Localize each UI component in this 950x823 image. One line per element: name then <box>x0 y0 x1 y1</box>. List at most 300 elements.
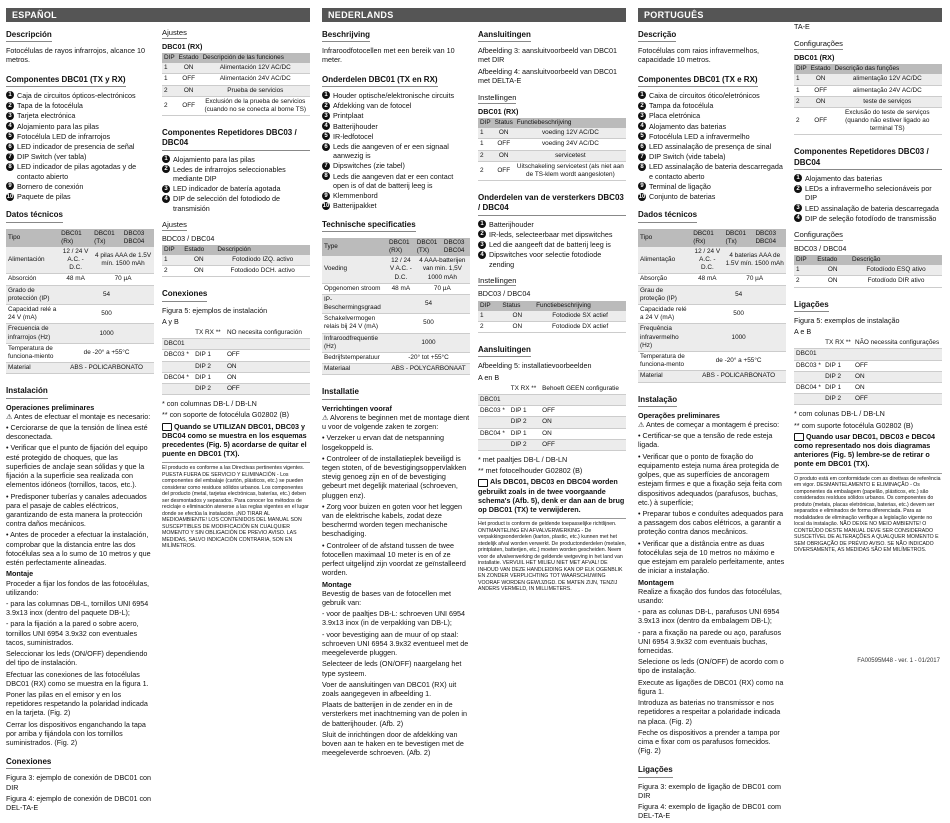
list-item-text: Bornero de conexión <box>17 181 84 191</box>
table-cell: Capacidade relé a 24 V (mA) <box>638 305 691 324</box>
paragraph: Cerrar los dispositivos enganchando la tapa por arriba y fijándola con los tornillos suministrados. (Fig. 2) <box>6 719 146 748</box>
table-cell: ON <box>177 85 201 96</box>
paragraph: • Preparar tubos e conduítes adequados para a passagem dos cabos elétricos, a garantir a proteção contra danos mecânicos. <box>638 508 784 537</box>
number-badge: 3 <box>478 241 486 249</box>
table-cell: TX RX ** <box>193 328 225 339</box>
list-item <box>6 101 154 110</box>
table-cell <box>478 384 509 395</box>
list-item <box>6 152 154 161</box>
list-item-text: Printplaat <box>333 111 364 121</box>
description: Fotocélulas de rayos infrarrojos, alcance 10 metros. <box>6 46 146 65</box>
table-header-row <box>162 245 310 255</box>
number-badge: 5 <box>322 132 330 140</box>
table-cell: ON <box>853 371 942 382</box>
table-row <box>162 63 310 74</box>
list-item <box>6 182 154 191</box>
table-cell: Material <box>638 371 691 382</box>
book-icon <box>162 423 172 431</box>
paragraph: Execute as ligações de DBC01 (RX) como na figura 1. <box>638 677 784 696</box>
table-cell: 1 <box>478 139 493 150</box>
table-row <box>322 353 470 364</box>
list-item <box>6 192 154 201</box>
number-badge: 8 <box>638 163 646 171</box>
table-row <box>478 161 626 180</box>
list-item-text: Alojamento das baterias <box>805 173 883 183</box>
installation-table <box>794 338 942 405</box>
list-item <box>6 142 154 151</box>
language-header: NEDERLANDS <box>322 8 626 22</box>
table-cell: ON <box>182 266 215 277</box>
list-item-text: IR-ledfotocel <box>333 131 374 141</box>
table-row <box>478 311 626 322</box>
table-cell: Opgenomen stroom <box>322 283 387 294</box>
table-cell <box>478 417 509 428</box>
section-heading: Descrição <box>638 30 676 42</box>
list-item <box>162 194 310 212</box>
number-badge: 10 <box>6 193 14 200</box>
paragraph: * met paaltjes DB-L / DB-LN <box>478 455 568 465</box>
book-icon <box>478 479 488 487</box>
table-header-cell: DBC01 (Tx) <box>92 229 122 247</box>
table-header-cell: DIP <box>794 64 809 74</box>
numbered-list <box>478 220 626 269</box>
table-cell <box>162 361 193 372</box>
warning-text: Quando se UTILIZAN DBC01, DBC03 y DBC04 como se muestra en los esquemas precedentes (Fig. 5) acordarse de quitar el puente en DBC01 (TX). <box>162 421 307 459</box>
list-item-text: DIP Switch (ver tabla) <box>17 152 87 162</box>
table-cell: NÃO necessita configurações <box>853 338 942 349</box>
list-item <box>6 91 154 100</box>
table-row <box>478 128 626 139</box>
section-heading: Conexiones <box>162 289 207 301</box>
table-cell: ON <box>500 311 534 322</box>
table-cell: Alimentação <box>638 247 691 274</box>
table-cell: Material <box>6 363 59 374</box>
list-item <box>322 132 470 141</box>
table-cell: Materiaal <box>322 364 387 375</box>
table-cell: DBC03 * <box>162 350 193 361</box>
table-row <box>638 371 786 382</box>
list-item <box>322 191 470 200</box>
table-cell: Grado de protección (IP) <box>6 285 59 304</box>
table-header-cell: Type <box>322 238 387 256</box>
table-cell: 2 <box>794 96 809 107</box>
number-badge: 7 <box>322 162 330 170</box>
table-cell: Infraroodfrequentie (Hz) <box>322 333 387 352</box>
paragraph-group <box>6 579 154 748</box>
table-cell: OFF <box>809 107 833 135</box>
table-row <box>162 372 310 383</box>
table-cell: 4 baterias AAA de 1.5V mín. 1500 mAh <box>723 247 786 274</box>
table-cell: DIP 2 <box>193 383 225 394</box>
paragraph: • Verzeker u ervan dat de netspanning losgekoppeld is. <box>322 433 444 452</box>
list-item-text: Tapa de la fotocélula <box>17 101 83 111</box>
table-cell: OFF <box>540 406 626 417</box>
table-row <box>6 324 154 343</box>
table-cell: Fotodiode DX actief <box>534 322 626 333</box>
table-cell: OFF <box>493 139 515 150</box>
subcolumn-left <box>6 22 154 814</box>
list-item-text: Alojamiento para las pilas <box>173 154 255 164</box>
table-cell: 70 µA <box>92 274 154 285</box>
table-header-cell: DBC01 (TX) <box>415 238 442 256</box>
section-heading: Datos técnicos <box>6 210 63 222</box>
subheading: Operações preliminares <box>638 410 720 420</box>
list-item-text: Placa eletrónica <box>649 111 701 121</box>
table-cell: ABS - POLICARBONATO <box>691 371 786 382</box>
table-cell: ON <box>493 150 515 161</box>
table-header-row <box>162 53 310 63</box>
table-cell: DIP 1 <box>509 428 540 439</box>
data-table <box>638 229 786 383</box>
table-cell: 48 mA <box>387 283 415 294</box>
table-cell: Bedrijfstemperatuur <box>322 353 387 364</box>
number-badge: 4 <box>478 251 486 259</box>
list-item-text: Fotocélula LED a infravermelho <box>649 131 750 141</box>
number-badge: 8 <box>6 163 14 171</box>
table-cell: 2 <box>478 161 493 180</box>
figure-caption: Figura 5: ejemplos de instalación <box>162 305 268 315</box>
paragraph: * con columnas DB-L / DB-LN <box>162 399 257 409</box>
paragraph: ⚠ Alvorens te beginnen met de montage dient u voor de volgende zaken te zorgen: <box>322 412 470 432</box>
paragraph: ** met fotocelhouder G02802 (B) <box>478 466 583 476</box>
table-cell: OFF <box>809 85 833 96</box>
list-item-text: Afdekking van de fotocel <box>333 101 412 111</box>
table-row <box>638 274 786 285</box>
table-cell <box>225 339 310 350</box>
paragraph: • Controleer of de afstand tussen de twee fotocellen maximaal 10 meter is en of ze perfect uitgelijnd zijn voordat ze geïnstalleerd worden. <box>322 540 466 578</box>
warning-text: Als DBC01, DBC03 en DBC04 worden gebruikt zoals in de twee voorgaande schema's (Afb. 5), denk er dan aan de brug op DBC01 (TX) te verwijderen. <box>478 477 625 515</box>
table-header-cell: DBC03 DBC04 <box>442 238 470 256</box>
paragraph: Figura 3: ejemplo de conexión de DBC01 con DIR <box>6 773 152 792</box>
table-row <box>322 283 470 294</box>
book-icon <box>794 433 804 441</box>
table-row <box>638 285 786 304</box>
table-cell: 48 mA <box>691 274 723 285</box>
list-item <box>322 111 470 120</box>
table-header-row <box>478 118 626 128</box>
table-cell: DIP 1 <box>823 382 853 393</box>
paragraph-group <box>6 773 154 812</box>
table-cell: 12 / 24 V A.C. - D.C. <box>691 247 723 274</box>
paragraph: Plaats de batterijen in de zender en in de versterkers met inachtneming van de polen in de batterijhouder. (Afb. 2) <box>322 700 468 728</box>
table-cell: DBC01 <box>478 395 509 406</box>
paragraph: • Controleer of de installatieplek beveiligd is tegen stoten, of de bevestigingsoppervlakken stevig genoeg zijn en of de bevestiging gebeurt met degelijk materiaal (schroeven, pluggen enz). <box>322 453 467 500</box>
table-cell: ON <box>177 63 201 74</box>
table-row <box>638 324 786 352</box>
table-cell: ON <box>809 96 833 107</box>
paragraph: Poner las pilas en el emisor y en los repetidores respetando la polaridad indicada en la tarjeta. (Fig. 2) <box>6 689 148 718</box>
table-cell: alimentação 12V AC/DC <box>833 74 942 85</box>
list-item <box>638 142 786 151</box>
table-row <box>6 285 154 304</box>
table-cell: 54 <box>387 294 470 313</box>
table-cell: 1 <box>478 311 500 322</box>
table-row <box>162 74 310 85</box>
warning-note <box>162 422 310 459</box>
table-cell: Behoeft GEEN configuratie <box>540 384 626 395</box>
warning-text: Quando usar DBC01, DBC03 e DBC04 como representado nos dois diagramas anteriores (Fig. 5) lembre-se de retirar o ponte em DBC01 (TX). <box>794 431 936 469</box>
table-cell: 2 <box>794 276 815 287</box>
table-cell: 2 <box>162 85 177 96</box>
table-cell: 12 / 24 V A.C. - D.C. <box>59 247 92 274</box>
table-row <box>322 333 470 352</box>
section-heading: Instellingen <box>478 275 517 285</box>
table-row <box>162 383 310 394</box>
table-cell: OFF <box>177 96 201 115</box>
fine-print: Het product is conform de geldende toepasselijke richtlijnen. ONTMANTELING EN AFVALVERWERKING - De verpakkingsonderdelen (karton, plastic, etc.) kunnen met het stedelijk afval worden verwerkt. De productonderdelen (metalen, printplaten, batterijen, etc.) moeten worden gescheiden. Neem voor de afvalverwerking de geldende wetgeving in het land van installatie. VERVUIL HET MILIEU NIET MET AFVAL! DE INHOUD VAN DEZE HANDLEIDING KAN OP ELK OGENBLIK EN ZONDER VERPLICHTING TOT WAARSCHUWING VOORAF WORDEN GEWIJZIGD. DE MATEN ZIJN, TENZIJ ANDERS VERMELD, IN MILLIMETERS. <box>478 518 626 593</box>
table-header-row <box>794 255 942 265</box>
paragraph-group <box>478 46 626 85</box>
table-header-cell: DBC01 (Rx) <box>59 229 92 247</box>
table-cell: 500 <box>59 305 154 324</box>
list-item <box>638 101 786 110</box>
column-nl <box>322 8 626 758</box>
table-cell: OFF <box>225 350 310 361</box>
data-table <box>6 229 154 375</box>
table-header-cell: Descrição das funções <box>833 64 942 74</box>
paragraph: Efectuar las conexiones de las fotocélulas DBC01 (RX) como se muestra en la figura 1. <box>6 669 149 688</box>
table-cell <box>193 339 225 350</box>
paragraph: Bevestig de bases van de fotocellen met gebruik van: <box>322 588 452 607</box>
table-header-cell: DIP <box>162 53 177 63</box>
data-table <box>322 238 470 376</box>
column-body <box>322 22 626 760</box>
numbered-list <box>6 91 154 201</box>
table-header-cell: Status <box>500 301 534 311</box>
table-cell: TX RX ** <box>823 338 853 349</box>
table-header-cell: Functiebeschrijving <box>515 118 626 128</box>
table-cell: Fotodiodo IZQ. activo <box>215 255 310 266</box>
paragraph: - para a fixação na parede ou aço, parafusos UNI 6954 3.9x32 com eventuais buchas, fornecidas. <box>638 627 782 656</box>
table-header-cell: Estado <box>177 53 201 63</box>
table-cell: DBC01 <box>794 349 823 360</box>
list-item <box>794 204 942 213</box>
data-table <box>794 64 942 135</box>
section-heading: Beschrijving <box>322 30 370 42</box>
paragraph: ⚠ Antes de começar a montagem é preciso: <box>638 420 780 429</box>
table-row <box>162 266 310 277</box>
subcolumn-right <box>794 22 942 823</box>
description: Infraroodfotocellen met een bereik van 10 meter. <box>322 46 455 65</box>
list-item-text: Houder optische/elektronische circuits <box>333 90 455 100</box>
table-cell: 1000 <box>387 333 470 352</box>
table-caption: DBC01 (RX) <box>162 41 203 51</box>
figure-caption: Figura 5: exemplos de instalação <box>794 315 900 325</box>
table-cell: DBC01 <box>162 339 193 350</box>
table-row <box>6 305 154 324</box>
number-badge: 8 <box>322 172 330 180</box>
table-cell: Temperatura de funciona-mento <box>638 351 691 370</box>
table-cell: 1000 <box>691 324 786 352</box>
table-row <box>478 406 626 417</box>
list-item <box>794 214 942 223</box>
table-cell: de -20° a +55°C <box>691 351 786 370</box>
paragraph: - para las columnas DB-L, tornillos UNI 6954 3.9x13 inox (dentro del paquete DB-L); <box>6 598 149 618</box>
numbered-list <box>638 91 786 201</box>
table-cell: ON <box>815 276 850 287</box>
table-cell: Fotodíodo ESQ ativo <box>850 265 942 276</box>
installation-table <box>162 328 310 395</box>
list-item-text: Dipswitches voor selectie fotodiode zending <box>489 250 602 269</box>
list-item <box>322 101 470 110</box>
number-badge: 5 <box>6 132 14 140</box>
table-cell: 70 µA <box>415 283 470 294</box>
table-cell: DBC04 * <box>794 382 823 393</box>
fine-print: O produto está em conformidade com as diretivas de referência em vigor. DESMANTELAMENTO E ELIMINAÇÃO - Os componentes da embalagem (papelão, plásticos, etc.) são considerados resíduos sólidos urbanos. Os componentes do produto (metais, placas eletrónicas, baterias, etc.) devem ser separados e eliminados de forma diferenciada. Para as modalidades de eliminação verifique a legislação vigente no local da instalação. NÃO DEIXE NO MEIO AMBIENTE! O CONTEÚDO DESTE MANUAL DEVE SER CONSIDERADO SUSCETÍVEL DE ALTERAÇÕES A QUALQUER MOMENTO E SEM OBRIGAÇÃO DE PRÉVIO AVISO. SE NÃO INDICADO DIVERSAMENTE, AS MEDIDAS SÃO EM MILÍMETROS. <box>794 473 942 554</box>
table-row <box>794 85 942 96</box>
table-cell <box>162 328 193 339</box>
table-cell: ON <box>853 382 942 393</box>
table-header-cell: Estado <box>815 255 850 265</box>
table-cell <box>509 395 540 406</box>
list-item <box>322 201 470 210</box>
number-badge: 10 <box>322 202 330 209</box>
table-row <box>162 339 310 350</box>
list-item-text: Terminal de ligação <box>649 181 711 191</box>
table-cell: 1 <box>162 255 182 266</box>
paragraph: Feche os dispositivos a prender a tampa por cima e fixar com os parafusos fornecidos. (Fig. 2) <box>638 727 780 756</box>
column-body <box>638 22 942 823</box>
list-item <box>794 184 942 202</box>
list-item <box>322 161 470 170</box>
paragraph: • Verificar que el punto de fijación del equipo esté protegido de choques, que las superficies de anclaje sean sólidas y que la fijación a la superficie sea realizada con elementos idóneos (tornillos, tacos, etc.). <box>6 443 148 490</box>
section-heading: Ligações <box>638 765 673 777</box>
list-item <box>162 184 310 193</box>
table-cell: Alimentación 24V AC/DC <box>201 74 310 85</box>
subcolumn-right <box>162 22 310 814</box>
table-row <box>478 139 626 150</box>
paragraph: Selecione os leds (ON/OFF) de acordo com o tipo de instalação. <box>638 657 784 676</box>
table-cell: Uitschakeling servicetest (als niet aan de TS-klem wordt aangesloten) <box>515 161 626 180</box>
table-cell <box>853 349 942 360</box>
table-cell: Prueba de servicios <box>201 85 310 96</box>
table-header-row <box>162 328 310 339</box>
number-badge: 5 <box>638 132 646 140</box>
table-caption: DBC01 (RX) <box>478 106 519 116</box>
list-item <box>322 142 470 160</box>
data-table <box>794 255 942 288</box>
section-heading: Componentes DBC01 (TX y RX) <box>6 75 126 87</box>
table-caption: DBC01 (RX) <box>794 52 835 62</box>
list-item-text: Caixa de circuitos ótico/eletrónicos <box>649 90 760 100</box>
table-cell: Frecuencia de infrarrojos (Hz) <box>6 324 59 343</box>
language-header: ESPAÑOL <box>6 8 310 22</box>
paragraph-group <box>478 455 626 475</box>
continued-text: TA-E <box>794 22 810 31</box>
table-cell: 48 mA <box>59 274 92 285</box>
column-body <box>6 22 310 814</box>
paragraph: * com colunas DB-L / DB-LN <box>794 409 885 419</box>
paragraph-group <box>638 420 786 576</box>
table-row <box>6 343 154 362</box>
list-item <box>322 172 470 190</box>
table-cell: DBC04 * <box>162 372 193 383</box>
paragraph: Proceder a fijar los fondos de las fotocélulas, utilizando: <box>6 578 150 597</box>
list-item <box>322 122 470 131</box>
table-row <box>478 439 626 450</box>
section-heading: Conexiones <box>6 757 51 769</box>
paragraph: - voor bevestiging aan de muur of op staal: schroeven UNI 6954 3.9x32 eventueel met de meegeleverde pluggen. <box>322 629 469 658</box>
section-heading: Configurações <box>794 230 843 240</box>
table-row <box>794 74 942 85</box>
figure-caption: Afbeelding 5: installatievoorbeelden <box>478 361 592 371</box>
table-cell: 1 <box>162 74 177 85</box>
numbered-list <box>794 174 942 223</box>
table-cell: DIP 1 <box>823 360 853 371</box>
section-heading: Ligações <box>794 300 829 312</box>
paragraph: • Predisponer tuberías y canales adecuados para el pasaje de cables eléctricos, garantizando de esta manera la protección contra daños mecánicos. <box>6 491 147 529</box>
list-item <box>638 162 786 180</box>
table-cell: Grau de proteção (IP) <box>638 285 691 304</box>
table-cell: Schakelvermogen relais bij 24 V (mA) <box>322 314 387 333</box>
paragraph: Figura 3: exemplo de ligação de DBC01 com DIR <box>638 781 782 800</box>
list-item <box>638 122 786 131</box>
paragraph: Sluit de inrichtingen door de afdekking van boven aan te haken en te bevestigen met de meegeleverde schroeven. (Afb. 2) <box>322 729 464 758</box>
table-row <box>6 247 154 274</box>
table-cell: DIP 1 <box>509 406 540 417</box>
paragraph: Afbeelding 4: aansluitvoorbeeld van DBC01 met DELTA-E <box>478 66 618 85</box>
table-cell <box>478 439 509 450</box>
table-cell: ON <box>493 128 515 139</box>
table-cell: 4 pilas AAA de 1.5V mín. 1500 mAh <box>92 247 154 274</box>
table-cell: 12 / 24 V A.C. - D.C. <box>387 256 415 283</box>
section-heading: Onderdelen DBC01 (TX en RX) <box>322 75 438 87</box>
table-cell <box>823 349 853 360</box>
table-cell: alimentação 24V AC/DC <box>833 85 942 96</box>
table-cell: 2 <box>162 96 177 115</box>
paragraph: ** con soporte de fotocélula G02802 (B) <box>162 410 290 420</box>
table-cell: ON <box>815 265 850 276</box>
paragraph: Voer de aansluitingen van DBC01 (RX) uit zoals aangegeven in afbeelding 1. <box>322 679 457 698</box>
table-cell: OFF <box>853 360 942 371</box>
number-badge: 1 <box>638 91 646 99</box>
table-row <box>638 247 786 274</box>
table-cell: TX RX ** <box>509 384 540 395</box>
list-item <box>6 122 154 131</box>
table-cell: IP-Beschermingsgraad <box>322 294 387 313</box>
paragraph: ** com suporte fotocélula G02802 (B) <box>794 420 914 430</box>
list-item <box>638 152 786 161</box>
table-cell: 70 µA <box>723 274 786 285</box>
number-badge: 3 <box>794 204 802 212</box>
section-heading: Componentes DBC01 (TX e RX) <box>638 75 758 87</box>
table-header-row <box>478 384 626 395</box>
table-header-cell: DIP <box>478 301 500 311</box>
number-badge: 3 <box>322 112 330 120</box>
table-row <box>638 305 786 324</box>
table-header-cell: Status <box>493 118 515 128</box>
paragraph: Figura 4: exemplo de ligação de DBC01 com DEL-TA-E <box>638 802 782 821</box>
list-item-text: DIP de selección del fotodiodo de transmisión <box>173 194 280 213</box>
list-item-text: Led die aangeeft dat de batterij leeg is <box>489 240 611 250</box>
list-item <box>638 182 786 191</box>
table-header-cell: DBC03 DBC04 <box>122 229 154 247</box>
section-heading: Dados técnicos <box>638 210 697 222</box>
number-badge: 7 <box>6 153 14 161</box>
table-header-cell: DIP <box>794 255 815 265</box>
table-cell: DIP 1 <box>193 372 225 383</box>
figure-ab-label: A en B <box>478 372 500 382</box>
list-item <box>6 132 154 141</box>
number-badge: 10 <box>638 193 646 200</box>
table-cell: 2 <box>478 150 493 161</box>
table-cell <box>162 383 193 394</box>
list-item-text: Conjunto de baterias <box>649 192 716 202</box>
table-row <box>478 150 626 161</box>
table-row <box>478 428 626 439</box>
data-table <box>478 118 626 181</box>
list-item <box>6 111 154 120</box>
